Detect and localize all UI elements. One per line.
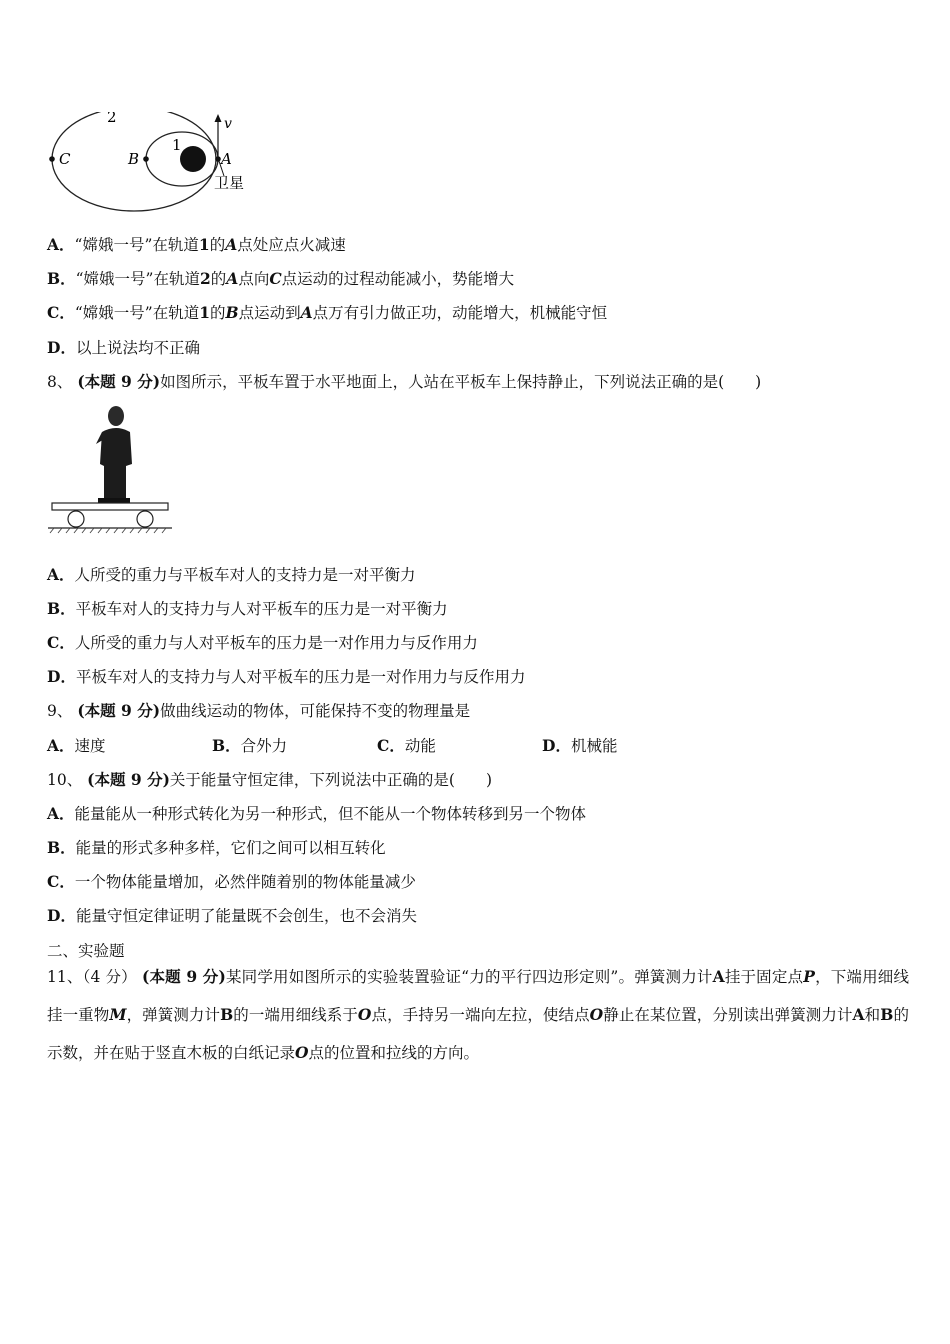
option-key: D． — [542, 736, 571, 755]
orbit-1-label: 1 — [172, 136, 182, 154]
q7-option-b — [47, 268, 514, 290]
option-text: 点万有引力做正功，动能增大，机械能守恒 — [312, 304, 608, 322]
question-text: 某同学用如图所示的实验装置验证“力的平行四边形定则”。弹簧测力计 — [225, 968, 713, 986]
q10-option-c — [47, 871, 416, 893]
person-feet — [98, 498, 130, 503]
option-text: 能量能从一种形式转化为另一种形式，但不能从一个物体转移到另一个物体 — [74, 805, 587, 823]
q9-option-a — [47, 735, 106, 757]
velocity-arrow-head — [215, 114, 222, 122]
option-text: “嫦娥一号”在轨道 — [74, 236, 199, 254]
satellite-label: 卫星 — [214, 174, 245, 192]
q8-option-d — [47, 666, 525, 688]
cart-wheel-right — [137, 511, 153, 527]
question-number: 10、 — [47, 771, 83, 789]
option-key: D． — [47, 338, 76, 357]
velocity-label: v — [224, 116, 232, 132]
q9-option-c — [377, 735, 436, 757]
orbit-number: 2 — [199, 269, 211, 288]
option-key: C． — [377, 736, 405, 755]
point-a-dot — [215, 156, 221, 162]
q8-option-c — [47, 632, 478, 654]
question-score: (本题 9 分) — [87, 770, 170, 789]
option-text: 动能 — [404, 737, 436, 755]
q7-option-d — [47, 337, 200, 359]
q11-paragraph — [47, 958, 909, 1072]
option-text: 的 — [210, 304, 226, 322]
question-text: ，下端用细线挂一重物 — [47, 968, 909, 1024]
option-key: C． — [47, 633, 75, 652]
point-symbol: C — [269, 269, 282, 288]
ground-hatching — [50, 528, 166, 533]
question-text: 做曲线运动的物体，可能保持不变的物理量是 — [160, 702, 471, 720]
option-text: 人所受的重力与平板车对人的支持力是一对平衡力 — [74, 566, 416, 584]
option-text: 一个物体能量增加，必然伴随着别的物体能量减少 — [74, 873, 416, 891]
q8-option-b — [47, 598, 448, 620]
person-head — [108, 406, 124, 426]
option-key: A． — [47, 736, 75, 755]
option-key: B． — [47, 269, 76, 288]
option-key: A． — [47, 565, 75, 584]
option-text: 的 — [209, 236, 226, 254]
option-text: 的 — [210, 270, 227, 288]
orbit-number: 1 — [199, 303, 210, 322]
symbol: O — [295, 1043, 309, 1062]
option-text: 合外力 — [240, 737, 288, 755]
orbit-figure — [44, 112, 264, 217]
option-text: 能量守恒定律证明了能量既不会创生，也不会消失 — [75, 907, 417, 925]
point-symbol: A — [225, 235, 238, 254]
question-text: 的一端用细线系于 — [233, 1006, 358, 1024]
question-score: (本题 9 分) — [77, 372, 161, 391]
symbol: P — [803, 967, 815, 986]
option-key: C． — [47, 303, 75, 322]
symbol: O — [589, 1005, 604, 1024]
point-c-dot — [49, 156, 55, 162]
option-text: 能量的形式多种多样，它们之间可以相互转化 — [75, 839, 386, 857]
question-text: 点的位置和拉线的方向。 — [308, 1044, 480, 1062]
symbol: A — [712, 967, 725, 986]
option-key: A． — [47, 235, 75, 254]
option-text: 人所受的重力与人对平板车的压力是一对作用力与反作用力 — [74, 634, 478, 652]
point-c-label: C — [59, 150, 71, 168]
symbol: B — [220, 1005, 234, 1024]
question-text: 和 — [864, 1006, 881, 1024]
person-body — [100, 428, 132, 500]
option-text: 平板车对人的支持力与人对平板车的压力是一对作用力与反作用力 — [75, 668, 526, 686]
q7-option-a — [47, 234, 346, 256]
question-text: 点，手持另一端向左拉，使结点 — [371, 1006, 590, 1024]
question-points: （4 分） — [82, 968, 137, 986]
option-text: “嫦娥一号”在轨道 — [74, 304, 200, 322]
q10-option-b — [47, 837, 386, 859]
q7-option-c — [47, 302, 607, 324]
question-text: 关于能量守恒定律，下列说法中正确的是( ) — [169, 771, 493, 789]
moon-body — [180, 146, 206, 172]
option-text: 点向 — [238, 270, 270, 288]
question-number: 11、 — [47, 968, 83, 986]
option-text: 点处应点火减速 — [237, 236, 346, 254]
option-text: 平板车对人的支持力与人对平板车的压力是一对平衡力 — [75, 600, 448, 618]
q9-option-d — [542, 735, 617, 757]
q8-stem — [47, 371, 761, 393]
option-text: 速度 — [74, 737, 106, 755]
cart-board — [52, 503, 168, 510]
option-text: 机械能 — [570, 737, 618, 755]
question-number: 8、 — [47, 373, 73, 391]
symbol: O — [357, 1005, 372, 1024]
option-key: B． — [47, 599, 76, 618]
cart-wheel-left — [68, 511, 84, 527]
q10-option-a — [47, 803, 586, 825]
point-symbol: A — [300, 303, 313, 322]
question-text: 静止在某位置，分别读出弹簧测力计 — [603, 1006, 853, 1024]
point-b-label: B — [128, 150, 140, 168]
question-number: 9、 — [47, 702, 73, 720]
question-score: (本题 9 分) — [77, 701, 161, 720]
q8-option-a — [47, 564, 416, 586]
section-title: 二、实验题 — [47, 942, 125, 960]
question-text: 如图所示，平板车置于水平地面上，人站在平板车上保持静止，下列说法正确的是( ) — [160, 373, 762, 391]
symbol: A — [852, 1005, 865, 1024]
orbit-number: 1 — [198, 235, 210, 254]
q9-option-b — [212, 735, 287, 757]
question-text: 挂于固定点 — [724, 968, 804, 986]
option-text: 点运动的过程动能减小，势能增大 — [281, 270, 515, 288]
option-key: B． — [212, 736, 241, 755]
point-a-label: A — [221, 150, 232, 168]
option-text: “嫦娥一号”在轨道 — [75, 270, 200, 288]
point-symbol: B — [225, 303, 239, 322]
option-text: 以上说法均不正确 — [75, 339, 200, 357]
question-text: 的示数，并在贴于竖直木板的白纸记录 — [47, 1006, 909, 1062]
option-text: 点运动到 — [238, 304, 301, 322]
option-key: D． — [47, 906, 76, 925]
option-key: B． — [47, 838, 76, 857]
cart-figure — [46, 402, 174, 534]
q10-option-d — [47, 905, 417, 927]
symbol: B — [880, 1005, 894, 1024]
orbit-2-label: 2 — [107, 112, 117, 126]
point-b-dot — [143, 156, 149, 162]
option-key: C． — [47, 872, 75, 891]
option-key: D． — [47, 667, 76, 686]
q10-stem — [47, 769, 492, 791]
symbol: M — [109, 1005, 127, 1024]
point-symbol: A — [226, 269, 239, 288]
option-key: A． — [47, 804, 75, 823]
question-score: (本题 9 分) — [141, 967, 226, 986]
q9-stem — [47, 700, 470, 722]
question-text: ，弹簧测力计 — [126, 1006, 221, 1024]
